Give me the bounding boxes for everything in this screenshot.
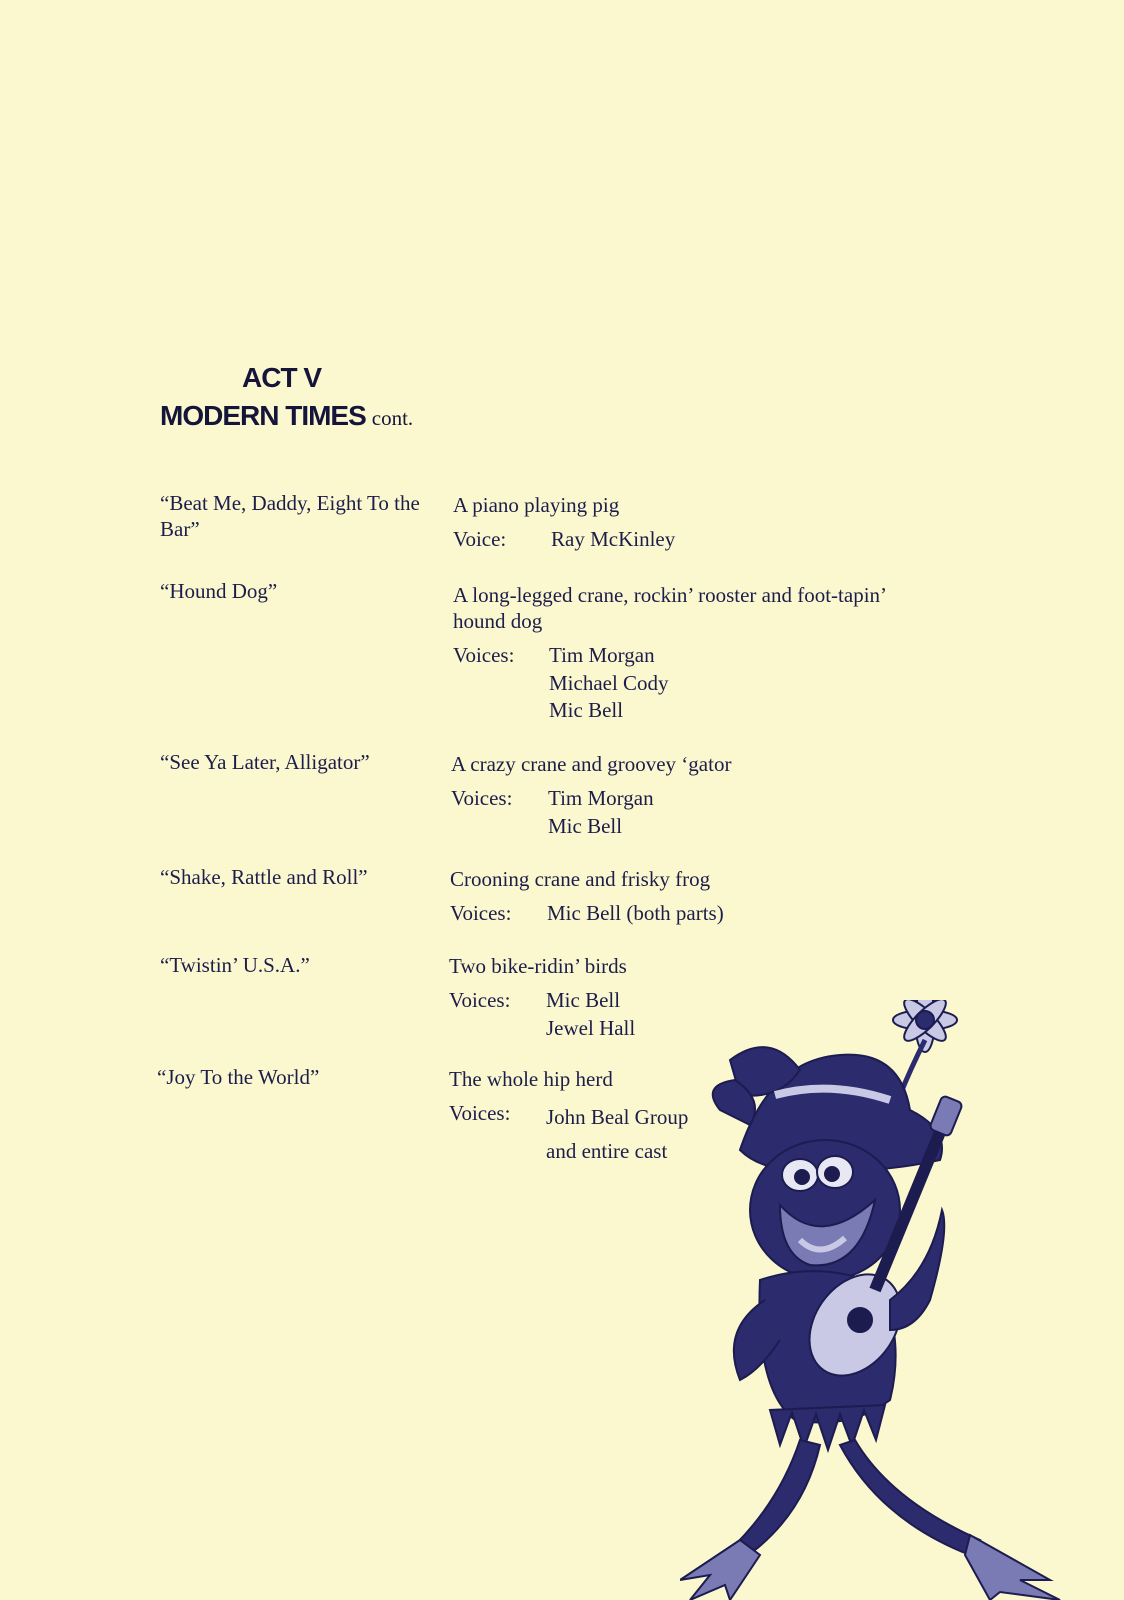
- voice-label: Voices:: [449, 988, 511, 1012]
- voice-label: Voices:: [449, 1101, 511, 1125]
- song-description: Two bike-ridin’ birds: [449, 954, 627, 978]
- voice-label: Voices:: [451, 786, 513, 810]
- song-title: “Shake, Rattle and Roll”: [160, 865, 368, 889]
- voice-list: [548, 785, 654, 840]
- voice-name: Ray McKinley: [551, 527, 676, 551]
- song-description: A crazy crane and groovey ‘gator: [451, 752, 732, 776]
- voice-name: Mic Bell (both parts): [547, 901, 724, 925]
- voice-label: Voice:: [453, 527, 507, 551]
- frog-playing-mandolin-illustration: [680, 1000, 1100, 1600]
- voice-name: Mic Bell: [548, 813, 623, 838]
- voice-name: and entire cast: [546, 1139, 668, 1163]
- voice-name: Tim Morgan: [549, 643, 655, 667]
- song-title: “Twistin’ U.S.A.”: [160, 953, 310, 977]
- voice-name: Tim Morgan: [548, 786, 654, 810]
- voice-list: [546, 1100, 688, 1168]
- voice-list: [547, 900, 724, 928]
- song-description: The whole hip herd: [449, 1067, 613, 1091]
- act-title: ACT V: [242, 362, 321, 393]
- voice-list: [549, 642, 669, 725]
- section-title-text: MODERN TIMES: [160, 400, 366, 431]
- voice-name: Jewel Hall: [546, 1015, 636, 1040]
- song-title: “Joy To the World”: [157, 1065, 320, 1089]
- song-title: “See Ya Later, Alligator”: [160, 750, 370, 774]
- voice-list: [546, 987, 635, 1042]
- section-title: [160, 400, 413, 432]
- voice-label: Voices:: [453, 643, 515, 667]
- song-description: Crooning crane and frisky frog: [450, 867, 711, 891]
- voice-name: Mic Bell: [549, 698, 624, 722]
- song-title: “Beat Me, Daddy, Eight To the Bar”: [160, 491, 420, 541]
- section-suffix: cont.: [371, 406, 414, 430]
- song-description: A long-legged crane, rockin’ rooster and foot-tapin’ hound dog: [453, 583, 886, 633]
- flower-icon: [893, 1000, 957, 1095]
- song-description: A piano playing pig: [453, 493, 620, 517]
- voice-name: Mic Bell: [546, 988, 621, 1012]
- voice-name: Michael Cody: [549, 670, 669, 695]
- voice-list: [551, 526, 675, 554]
- voice-label: Voices:: [450, 901, 512, 925]
- song-title: “Hound Dog”: [160, 579, 278, 603]
- voice-name: John Beal Group: [546, 1105, 689, 1129]
